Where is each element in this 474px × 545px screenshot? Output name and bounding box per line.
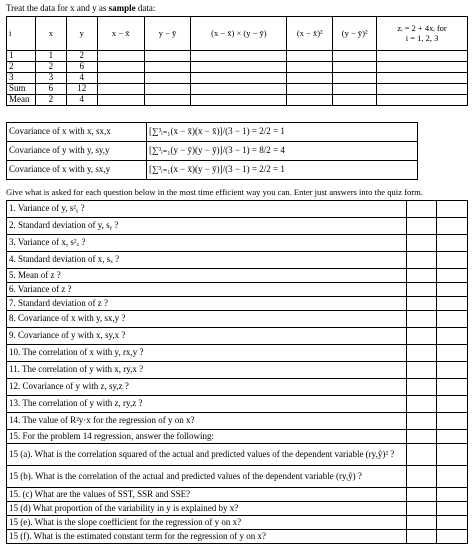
cell-y: 4 [66, 73, 97, 84]
answer-cell[interactable] [406, 466, 437, 488]
cell-empty[interactable] [97, 62, 144, 73]
answer-cell[interactable] [437, 311, 468, 328]
covariance-formula: [∑³ᵢ₌₁(x − x̄)(x − x̄)]/(3 − 1) = 2/2 = 1 [147, 123, 418, 142]
answer-cell[interactable] [406, 269, 437, 283]
question-row [7, 430, 468, 444]
table-row [7, 73, 468, 84]
answer-cell[interactable] [406, 444, 437, 466]
cell-empty[interactable] [191, 62, 287, 73]
cell-x: 1 [35, 51, 66, 62]
answer-cell[interactable] [437, 502, 468, 516]
question-text: 15 (f). What is the estimated constant term for the regression of y on x? [7, 530, 407, 544]
question-text: 15 (e). What is the slope coefficient for the regression of y on x? [7, 516, 407, 530]
question-row [7, 362, 468, 379]
questions-table [6, 200, 468, 544]
cell-empty[interactable] [97, 95, 144, 106]
question-row [7, 488, 468, 502]
question-row [7, 283, 468, 297]
cell-empty[interactable] [377, 73, 468, 84]
answer-cell[interactable] [406, 516, 437, 530]
question-row [7, 201, 468, 218]
answer-cell[interactable] [406, 413, 437, 430]
answer-cell[interactable] [406, 379, 437, 396]
cell-empty[interactable] [144, 84, 191, 95]
cell-y: 6 [66, 62, 97, 73]
question-row [7, 502, 468, 516]
cell-i: 1 [7, 51, 36, 62]
cell-empty[interactable] [144, 51, 191, 62]
question-text: 1. Variance of y, s²ᵧ ? [7, 201, 407, 218]
data-table-header-row [7, 17, 468, 51]
answer-cell[interactable] [437, 235, 468, 252]
cell-x: 2 [35, 62, 66, 73]
cell-empty[interactable] [287, 62, 333, 73]
question-text: 6. Variance of z ? [7, 283, 407, 297]
covariance-row [7, 161, 418, 180]
answer-cell[interactable] [437, 328, 468, 345]
cell-x: 2 [35, 95, 66, 106]
answer-cell[interactable] [406, 235, 437, 252]
answer-cell[interactable] [437, 488, 468, 502]
table-row [7, 51, 468, 62]
cell-i: 2 [7, 62, 36, 73]
answer-cell[interactable] [406, 201, 437, 218]
cell-empty[interactable] [97, 51, 144, 62]
cell-x: 6 [35, 84, 66, 95]
covariance-label: Covariance of y with y, sy,y [7, 142, 147, 161]
answer-cell[interactable] [437, 218, 468, 235]
cell-empty[interactable] [97, 84, 144, 95]
answer-cell[interactable] [406, 328, 437, 345]
answer-cell[interactable] [437, 444, 468, 466]
answer-cell[interactable] [437, 269, 468, 283]
header-y: y [66, 17, 97, 51]
covariance-table [6, 122, 418, 180]
cell-empty[interactable] [144, 95, 191, 106]
cell-y: 4 [66, 95, 97, 106]
question-row [7, 311, 468, 328]
question-text: 15. For the problem 14 regression, answer the following: [7, 430, 407, 444]
cell-empty[interactable] [333, 95, 377, 106]
instructions-text: Give what is asked for each question below in the most time efficient way you can. Enter just answers into the quiz form. [6, 187, 424, 197]
cell-empty[interactable] [191, 73, 287, 84]
cell-empty[interactable] [97, 73, 144, 84]
cell-empty[interactable] [287, 73, 333, 84]
question-text: 8. Covariance of x with y, sx,y ? [7, 311, 407, 328]
header-z: zᵢ = 2 + 4xᵢ for i = 1, 2, 3 [377, 17, 468, 51]
answer-cell[interactable] [406, 430, 437, 444]
cell-empty[interactable] [333, 62, 377, 73]
question-row [7, 269, 468, 283]
answer-cell[interactable] [406, 252, 437, 269]
cell-empty[interactable] [287, 84, 333, 95]
answer-cell[interactable] [406, 362, 437, 379]
answer-cell[interactable] [406, 488, 437, 502]
cell-i: 3 [7, 73, 36, 84]
cell-y: 12 [66, 84, 97, 95]
question-row [7, 466, 468, 488]
cell-sum-label: Sum [7, 84, 36, 95]
cell-empty[interactable] [333, 84, 377, 95]
cell-mean-label: Mean [7, 95, 36, 106]
data-table [6, 16, 468, 106]
cell-empty[interactable] [191, 84, 287, 95]
question-text: 9. Covariance of y with x, sy,x ? [7, 328, 407, 345]
question-text: 2. Standard deviation of y, sᵧ ? [7, 218, 407, 235]
table-row-sum [7, 84, 468, 95]
covariance-formula: [∑³ᵢ₌₁(x − x̄)(y − ȳ)]/(3 − 1) = 2/2 = 1 [147, 161, 418, 180]
answer-cell[interactable] [437, 379, 468, 396]
question-row [7, 328, 468, 345]
answer-cell[interactable] [406, 218, 437, 235]
cell-y: 2 [66, 51, 97, 62]
answer-cell[interactable] [437, 201, 468, 218]
question-text: 3. Variance of x, s²ₓ ? [7, 235, 407, 252]
header-y-dev-sq: (y − ȳ)² [333, 17, 377, 51]
answer-cell[interactable] [406, 283, 437, 297]
question-text: 13. The correlation of y with z, ry,z ? [7, 396, 407, 413]
header-x-dev-sq: (x − x̄)² [287, 17, 333, 51]
question-row [7, 444, 468, 466]
header-y-dev: y − ȳ [144, 17, 191, 51]
covariance-formula: [∑³ᵢ₌₁(y − ȳ)(y − ȳ)]/(3 − 1) = 8/2 = 4 [147, 142, 418, 161]
question-text: 15 (d) What proportion of the variability in y is explained by x? [7, 502, 407, 516]
answer-cell[interactable] [437, 345, 468, 362]
question-text: 15 (b). What is the correlation of the actual and predicted values of the dependent variable (ry,ŷ) ? [7, 466, 407, 488]
answer-cell[interactable] [437, 466, 468, 488]
cell-empty[interactable] [377, 51, 468, 62]
answer-cell[interactable] [437, 430, 468, 444]
cell-empty[interactable] [377, 84, 468, 95]
cell-empty[interactable] [191, 51, 287, 62]
question-row [7, 345, 468, 362]
question-text: 15 (a). What is the correlation squared of the actual and predicted values of the dependent variable (ry,ŷ)² ? [7, 444, 407, 466]
question-row [7, 218, 468, 235]
cell-empty[interactable] [377, 95, 468, 106]
header-i: i [7, 17, 36, 51]
question-text: 7. Standard deviation of z ? [7, 297, 407, 311]
answer-cell[interactable] [437, 530, 468, 544]
question-row [7, 235, 468, 252]
answer-cell[interactable] [406, 530, 437, 544]
cell-empty[interactable] [191, 95, 287, 106]
question-row [7, 530, 468, 544]
cell-empty[interactable] [287, 51, 333, 62]
answer-cell[interactable] [406, 345, 437, 362]
question-text: 5. Mean of z ? [7, 269, 407, 283]
cell-empty[interactable] [333, 73, 377, 84]
question-text: 10. The correlation of x with y, rx,y ? [7, 345, 407, 362]
cell-x: 3 [35, 73, 66, 84]
answer-cell[interactable] [437, 516, 468, 530]
covariance-row [7, 142, 418, 161]
table-row-mean [7, 95, 468, 106]
cell-empty[interactable] [144, 62, 191, 73]
question-row [7, 516, 468, 530]
table-row [7, 62, 468, 73]
answer-cell[interactable] [406, 311, 437, 328]
question-row [7, 413, 468, 430]
answer-cell[interactable] [437, 297, 468, 311]
header-cross-product: (x − x̄) × (y − ȳ) [191, 17, 287, 51]
question-text: 12. Covariance of y with z, sy,z ? [7, 379, 407, 396]
question-row [7, 297, 468, 311]
cell-empty[interactable] [333, 51, 377, 62]
answer-cell[interactable] [406, 396, 437, 413]
cell-empty[interactable] [144, 73, 191, 84]
header-x: x [35, 17, 66, 51]
question-text: 11. The correlation of y with x, ry,x ? [7, 362, 407, 379]
answer-cell[interactable] [437, 413, 468, 430]
covariance-label: Covariance of x with y, sx,y [7, 161, 147, 180]
answer-cell[interactable] [406, 297, 437, 311]
question-row [7, 379, 468, 396]
answer-cell[interactable] [437, 283, 468, 297]
intro-text: Treat the data for x and y as sample data: [6, 3, 156, 13]
cell-empty[interactable] [287, 95, 333, 106]
question-text: 14. The value of R²y·x for the regression of y on x? [7, 413, 407, 430]
question-row [7, 396, 468, 413]
question-text: 15. (c) What are the values of SST, SSR and SSE? [7, 488, 407, 502]
question-row [7, 252, 468, 269]
answer-cell[interactable] [437, 362, 468, 379]
answer-cell[interactable] [406, 502, 437, 516]
answer-cell[interactable] [437, 252, 468, 269]
question-text: 4. Standard deviation of x, sₓ ? [7, 252, 407, 269]
answer-cell[interactable] [437, 396, 468, 413]
cell-empty[interactable] [377, 62, 468, 73]
header-x-dev: x − x̄ [97, 17, 144, 51]
covariance-row [7, 123, 418, 142]
covariance-label: Covariance of x with x, sx,x [7, 123, 147, 142]
